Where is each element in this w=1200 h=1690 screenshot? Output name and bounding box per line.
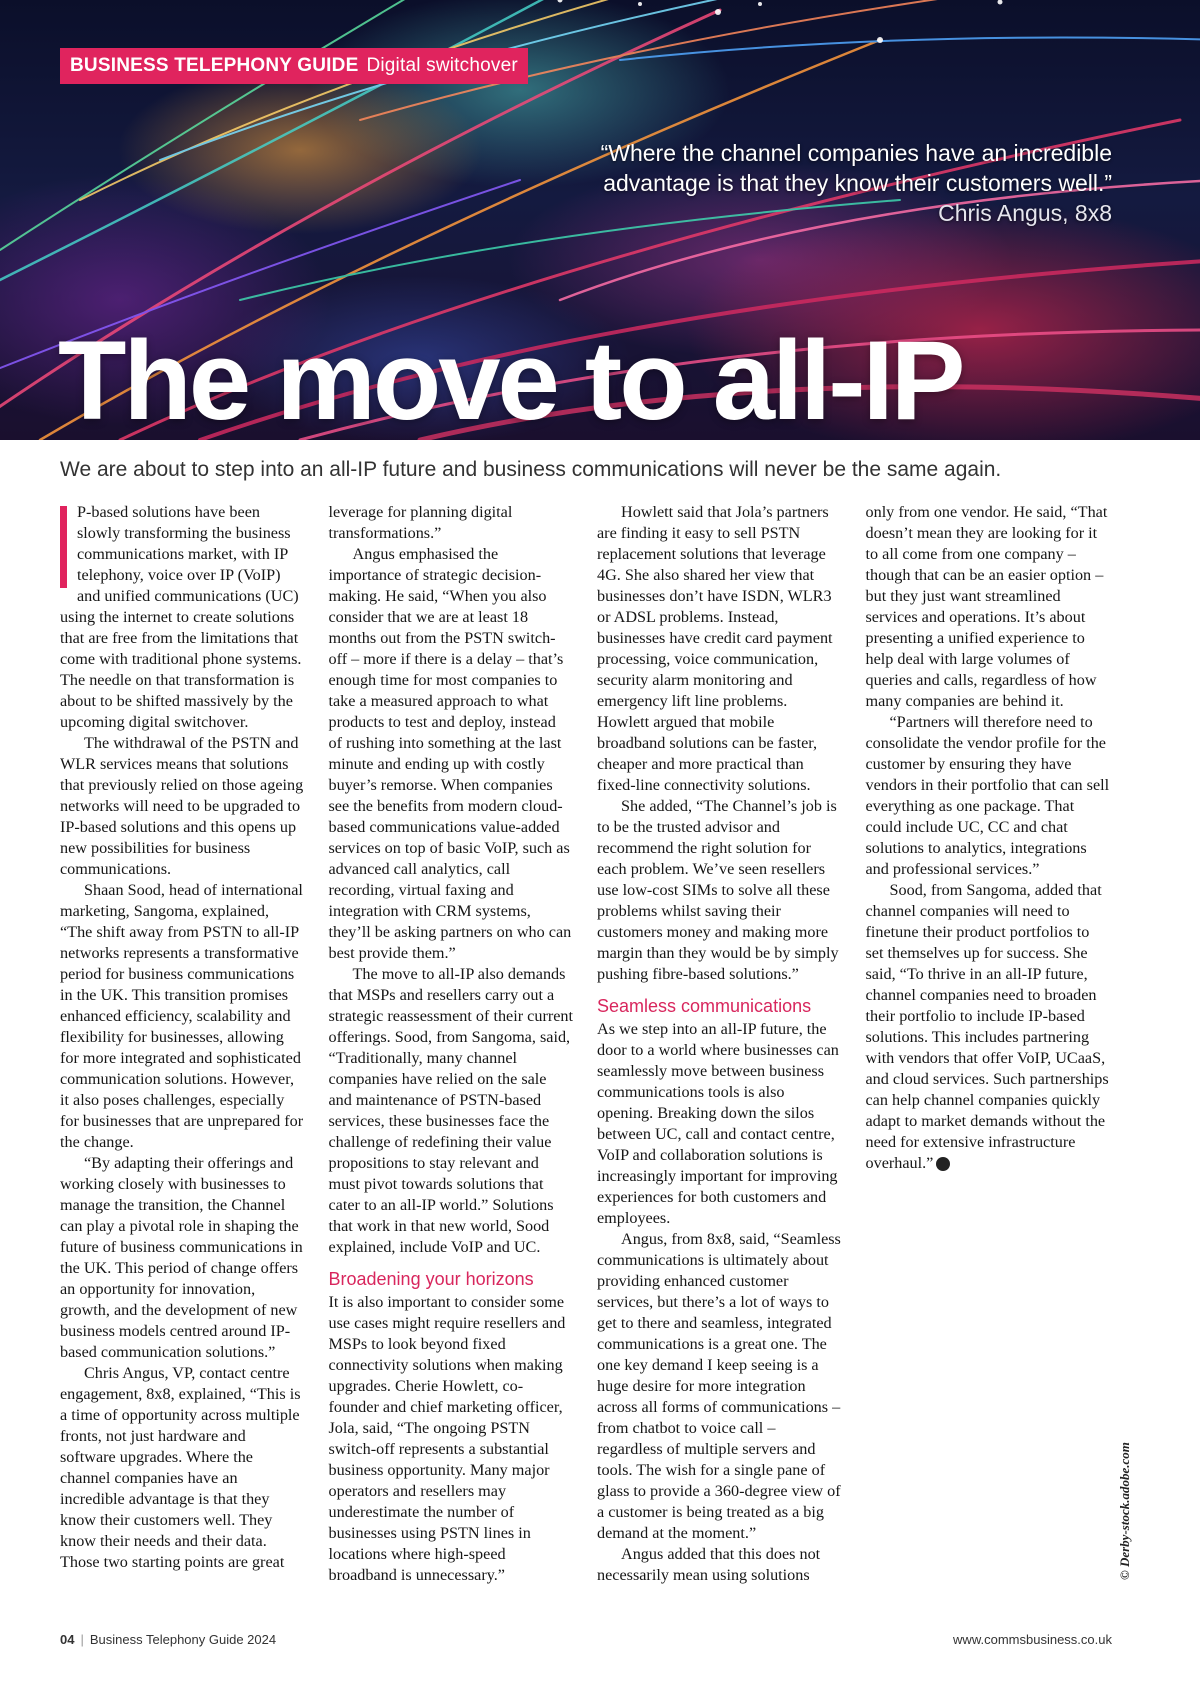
section-label: BUSINESS TELEPHONY GUIDE: [70, 55, 359, 76]
page-footer: [60, 1632, 1112, 1652]
pull-quote: [552, 138, 1112, 228]
headline: The move to all-IP: [58, 318, 963, 440]
subsection-label: Digital switchover: [366, 55, 518, 76]
paragraph-text: P-based solutions have been slowly transforming the business communications market, with IP telephony, voice over IP (VoIP) and unified communications (UC) using the internet to create solutions that are free from the limitations that come with traditional phone systems. The needle on that transformation is about to be shifted massively by the upcoming digital switchover.: [60, 503, 302, 731]
subheading: Broadening your horizons: [328, 1269, 534, 1289]
paragraph: Angus emphasised the importance of strategic decision-making. He said, “When you also consider that we are at least 18 months out from the PSTN switch-off – more if there is a delay – that’s enough time for most companies to take a measured approach to what products to test and deploy, instead of rushing into something at the last minute and ending up with costly buyer’s remorse. When companies see the benefits from modern cloud-based communications value-added services on top of basic VoIP, such as advanced call analytics, call recording, virtual faxing and integration with CRM systems, they’ll be asking partners on who can best provide them.”: [328, 545, 572, 962]
page-number: 04: [60, 1632, 75, 1647]
paragraph: As we step into an all-IP future, the door to a world where businesses can seamlessly move between business communications tools is also opening. Breaking down the silos between UC, call and contact centre, VoIP and collaboration solutions is increasingly important for improving experiences for both customers and employees.: [597, 1020, 839, 1227]
publication-name: Business Telephony Guide 2024: [89, 1632, 277, 1647]
subheading: Seamless communications: [597, 996, 812, 1016]
hero-image: [0, 0, 1200, 440]
standfirst: We are about to step into an all-IP future and business communications will never be the same again.: [60, 458, 1002, 481]
paragraph: [866, 880, 1111, 1174]
paragraph: She added, “The Channel’s job is to be the trusted advisor and recommend the right solution for each problem. We’ve seen resellers use low-cost SIMs to solve all these problems whilst saving their customers money and making more margin than they would be by simply pushing fibre-based solutions.”: [597, 797, 839, 983]
end-mark-icon: CB: [936, 1157, 950, 1171]
drop-cap-bar: [60, 506, 67, 588]
pull-quote-attribution: Chris Angus, 8x8: [938, 200, 1112, 226]
paragraph: The move to all-IP also demands that MSPs and resellers carry out a strategic reassessment of their current offerings. Sood, from Sangoma, said, “Traditionally, many channel companies have relied on the sale and maintenance of PSTN-based services, these businesses face the challenge of redefining their value propositions to stay relevant and must pivot towards solutions that cater to an all-IP world.” Solutions that work in that new world, Sood explained, include VoIP and UC.: [328, 965, 574, 1256]
paragraph: Howlett said that Jola’s partners are finding it easy to sell PSTN replacement solutions that leverage 4G. She also shared her view that businesses don’t have ISDN, WLR3 or ADSL problems. Instead, businesses have credit card payment processing, voice communication, security alarm monitoring and emergency lift line problems. Howlett argued that mobile broadband solutions can be faster, cheaper and more practical than fixed-line connectivity solutions.: [597, 503, 833, 794]
paragraph: The withdrawal of the PSTN and WLR services means that solutions that previously relied on those ageing networks will need to be upgraded to IP-based solutions and this opens up new possibilities for business communications.: [60, 734, 304, 878]
paragraph: “By adapting their offerings and working closely with businesses to manage the transition, the Channel can play a pivotal role in shaping the future of business communications in the UK. This period of change offers an opportunity for innovation, growth, and the development of new business models centred around IP-based communication solutions.”: [60, 1154, 303, 1361]
paragraph: “Partners will therefore need to consolidate the vendor profile for the customer by ensuring they have vendors in their portfolio that can sell everything as one package. That could include UC, CC and chat solutions to analytics, integrations and professional services.”: [865, 713, 1110, 878]
paragraph: Shaan Sood, head of international marketing, Sangoma, explained, “The shift away from PSTN to all-IP networks represents a transformative period for business communications in the UK. This transition promises enhanced efficiency, scalability and flexibility for businesses, allowing for more integrated and sophisticated communication solutions. However, it also poses challenges, especially for businesses that are unprepared for the change.: [60, 881, 304, 1151]
paragraph: Angus, from 8x8, said, “Seamless communications is ultimately about providing enhanced customer services, but there’s a lot of ways to get to there and seamless, integrated communications is a great one. The one key demand I keep seeing is a huge desire for more integration across all forms of communications – from chatbot to voice call – regardless of multiple servers and tools. The wish for a single pane of glass to provide a 360-degree view of a customer is being treated as a big demand at the moment.”: [597, 1230, 841, 1542]
paragraph-text: Sood, from Sangoma, added that channel companies will need to finetune their product portfolios to set themselves up for success. She said, “To thrive in an all-IP future, channel companies need to broaden their portfolio to include IP-based solutions. This includes partnering with vendors that offer VoIP, UCaaS, and cloud services. Such partnerships can help channel companies quickly adapt to market demands without the need for extensive infrastructure overhaul.”: [865, 881, 1109, 1172]
paragraph: Chris Angus, VP, contact centre engagement, 8x8, explained, “This is a time of opportunity across multiple fronts, not just hardware and software upgrades. Where the channel companies have an incredible advantage is that they know their customers well. They know their needs and their data. Those two starting points are great leverage for planning digital transformations.”: [60, 503, 513, 1571]
image-credit: © Derby-stock.adobe.com: [1117, 1442, 1132, 1580]
paragraph: Angus added that this does not necessarily mean using solutions only from one vendor. He said, “That doesn’t mean they are looking for it to all come from one company – though that can be an easier option – but they just want streamlined services and operations. It’s about presenting a unified experience to help deal with large volumes of queries and calls, regardless of how many companies are behind it.: [597, 503, 1108, 1584]
website-link[interactable]: www.commsbusiness.co.uk: [953, 1632, 1112, 1647]
paragraph: [60, 502, 305, 733]
footer-separator: |: [80, 1632, 84, 1647]
article-body: [60, 502, 1110, 1602]
pull-quote-text: “Where the channel companies have an incredible advantage is that they know their customers well.”: [600, 140, 1112, 196]
paragraph: It is also important to consider some use cases might require resellers and MSPs to look beyond fixed connectivity solutions when making upgrades. Cherie Howlett, co-founder and chief marketing officer, Jola, said, “The ongoing PSTN switch-off represents a substantial business opportunity. Many major operators and resellers may underestimate the number of businesses using PSTN lines in locations where high-speed broadband is unnecessary.”: [328, 1293, 566, 1584]
section-tag: [60, 48, 528, 84]
